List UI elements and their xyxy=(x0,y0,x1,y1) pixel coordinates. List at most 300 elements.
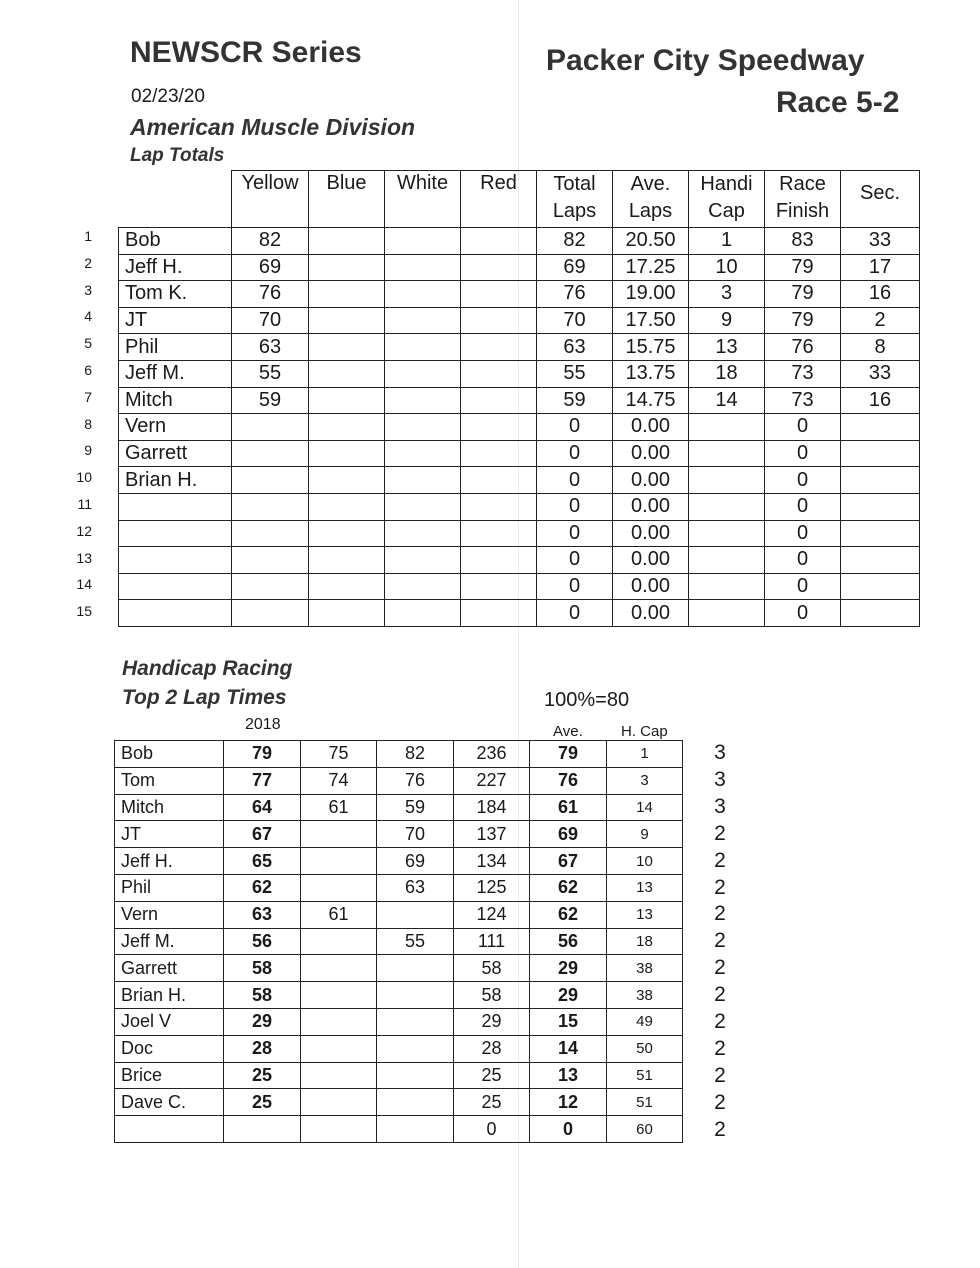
lap-totals-table xyxy=(118,170,920,627)
cell-hcap: 1 xyxy=(607,741,683,768)
cell-y2018: 63 xyxy=(224,901,301,928)
lap-totals-row xyxy=(119,467,920,494)
cell-total: 0 xyxy=(537,547,613,574)
cell-hcap: 13 xyxy=(607,901,683,928)
side-note: 3 xyxy=(714,741,726,764)
cell-yellow: 59 xyxy=(232,387,309,414)
row-number: 7 xyxy=(84,388,92,405)
cell-ave: 0.00 xyxy=(613,547,689,574)
lap-totals-row xyxy=(119,307,920,334)
cell-c3 xyxy=(377,1116,454,1143)
cell-c2 xyxy=(301,1116,377,1143)
cell-total: 0 xyxy=(454,1116,530,1143)
handicap-row xyxy=(115,928,683,955)
cell-blue xyxy=(309,440,385,467)
cell-hcap: 60 xyxy=(607,1116,683,1143)
cell-red xyxy=(461,573,537,600)
cell-yellow xyxy=(232,440,309,467)
cell-finish: 0 xyxy=(765,520,841,547)
cell-ave: 0.00 xyxy=(613,573,689,600)
cell-ave: 62 xyxy=(530,874,607,901)
col-handicap: Handi Cap xyxy=(689,171,765,228)
cell-c2 xyxy=(301,1062,377,1089)
handicap-row xyxy=(115,874,683,901)
row-number: 9 xyxy=(84,442,92,459)
cell-ave: 13 xyxy=(530,1062,607,1089)
cell-name: Garrett xyxy=(115,955,224,982)
cell-hcap xyxy=(689,467,765,494)
lap-totals-row xyxy=(119,600,920,627)
cell-c2 xyxy=(301,874,377,901)
cell-y2018: 77 xyxy=(224,767,301,794)
cell-c2 xyxy=(301,1008,377,1035)
cell-c3: 63 xyxy=(377,874,454,901)
cell-hcap: 10 xyxy=(689,254,765,281)
cell-ave: 61 xyxy=(530,794,607,821)
cell-c2 xyxy=(301,928,377,955)
cell-name: Garrett xyxy=(119,440,232,467)
cell-c3 xyxy=(377,1035,454,1062)
cell-ave: 67 xyxy=(530,848,607,875)
cell-name: Phil xyxy=(115,874,224,901)
handicap-row xyxy=(115,982,683,1009)
cell-finish: 79 xyxy=(765,254,841,281)
cell-white xyxy=(385,281,461,308)
cell-ave: 14.75 xyxy=(613,387,689,414)
cell-white xyxy=(385,440,461,467)
cell-ave: 0.00 xyxy=(613,520,689,547)
cell-sec xyxy=(841,493,920,520)
cell-c3: 70 xyxy=(377,821,454,848)
cell-hcap: 51 xyxy=(607,1062,683,1089)
cell-red xyxy=(461,360,537,387)
cell-hcap: 18 xyxy=(607,928,683,955)
cell-red xyxy=(461,281,537,308)
lap-totals-row xyxy=(119,493,920,520)
cell-y2018: 65 xyxy=(224,848,301,875)
division-title: American Muscle Division xyxy=(130,114,416,140)
cell-white xyxy=(385,493,461,520)
cell-name: Jeff H. xyxy=(119,254,232,281)
cell-c3: 69 xyxy=(377,848,454,875)
cell-finish: 79 xyxy=(765,307,841,334)
cell-name: Doc xyxy=(115,1035,224,1062)
cell-blue xyxy=(309,228,385,255)
cell-name xyxy=(119,493,232,520)
cell-white xyxy=(385,360,461,387)
cell-c3: 76 xyxy=(377,767,454,794)
cell-ave: 12 xyxy=(530,1089,607,1116)
cell-y2018: 25 xyxy=(224,1089,301,1116)
lap-totals-row xyxy=(119,281,920,308)
cell-yellow xyxy=(232,600,309,627)
handicap-row xyxy=(115,741,683,768)
cell-name: Dave C. xyxy=(115,1089,224,1116)
cell-ave: 17.50 xyxy=(613,307,689,334)
cell-hcap: 14 xyxy=(689,387,765,414)
cell-white xyxy=(385,547,461,574)
cell-finish: 0 xyxy=(765,600,841,627)
ave-label: Ave. xyxy=(553,723,583,740)
cell-name: Joel V xyxy=(115,1008,224,1035)
handicap-row xyxy=(115,1116,683,1143)
cell-total: 124 xyxy=(454,901,530,928)
lap-totals-row xyxy=(119,440,920,467)
cell-name: Phil xyxy=(119,334,232,361)
cell-total: 0 xyxy=(537,414,613,441)
cell-sec: 33 xyxy=(841,360,920,387)
cell-total: 111 xyxy=(454,928,530,955)
cell-total: 58 xyxy=(454,955,530,982)
cell-name: Brian H. xyxy=(119,467,232,494)
cell-ave: 79 xyxy=(530,741,607,768)
cell-y2018: 25 xyxy=(224,1062,301,1089)
cell-red xyxy=(461,307,537,334)
cell-blue xyxy=(309,360,385,387)
cell-name: Mitch xyxy=(119,387,232,414)
side-note: 3 xyxy=(714,794,726,818)
cell-ave: 29 xyxy=(530,955,607,982)
cell-total: 134 xyxy=(454,848,530,875)
handicap-title: Handicap Racing xyxy=(122,657,293,680)
cell-ave: 19.00 xyxy=(613,281,689,308)
cell-hcap: 10 xyxy=(607,848,683,875)
cell-y2018: 62 xyxy=(224,874,301,901)
cell-blue xyxy=(309,493,385,520)
side-note: 2 xyxy=(714,875,726,899)
cell-sec xyxy=(841,547,920,574)
cell-c3 xyxy=(377,1062,454,1089)
top2-subtitle: Top 2 Lap Times xyxy=(122,686,287,709)
cell-white xyxy=(385,573,461,600)
cell-y2018: 64 xyxy=(224,794,301,821)
cell-hcap xyxy=(689,547,765,574)
cell-white xyxy=(385,228,461,255)
cell-blue xyxy=(309,254,385,281)
handicap-row xyxy=(115,1035,683,1062)
row-number: 4 xyxy=(84,308,92,325)
cell-sec: 16 xyxy=(841,387,920,414)
cell-total: 236 xyxy=(454,741,530,768)
cell-sec: 33 xyxy=(841,228,920,255)
cell-y2018: 28 xyxy=(224,1035,301,1062)
cell-total: 76 xyxy=(537,281,613,308)
cell-total: 0 xyxy=(537,600,613,627)
cell-red xyxy=(461,520,537,547)
lap-totals-row xyxy=(119,573,920,600)
cell-name: Jeff M. xyxy=(115,928,224,955)
cell-total: 25 xyxy=(454,1089,530,1116)
cell-blue xyxy=(309,600,385,627)
row-number: 10 xyxy=(76,469,92,486)
cell-c3: 82 xyxy=(377,741,454,768)
cell-ave: 69 xyxy=(530,821,607,848)
cell-name: Brian H. xyxy=(115,982,224,1009)
cell-total: 69 xyxy=(537,254,613,281)
cell-hcap: 18 xyxy=(689,360,765,387)
cell-finish: 79 xyxy=(765,281,841,308)
cell-hcap: 49 xyxy=(607,1008,683,1035)
cell-ave: 17.25 xyxy=(613,254,689,281)
corner-cell xyxy=(119,171,232,228)
row-number: 11 xyxy=(77,496,92,512)
cell-hcap: 1 xyxy=(689,228,765,255)
cell-ave: 0 xyxy=(530,1116,607,1143)
hcap-label: H. Cap xyxy=(621,723,668,740)
lap-totals-row xyxy=(119,414,920,441)
cell-total: 58 xyxy=(454,982,530,1009)
cell-blue xyxy=(309,414,385,441)
cell-ave: 0.00 xyxy=(613,600,689,627)
cell-name: Bob xyxy=(119,228,232,255)
cell-total: 55 xyxy=(537,360,613,387)
cell-name: Jeff H. xyxy=(115,848,224,875)
lap-totals-row xyxy=(119,254,920,281)
cell-total: 25 xyxy=(454,1062,530,1089)
cell-c2 xyxy=(301,1089,377,1116)
cell-red xyxy=(461,440,537,467)
cell-hcap: 13 xyxy=(689,334,765,361)
series-title: NEWSCR Series xyxy=(130,36,362,69)
cell-c3 xyxy=(377,1089,454,1116)
cell-red xyxy=(461,254,537,281)
cell-y2018: 56 xyxy=(224,928,301,955)
cell-total: 0 xyxy=(537,573,613,600)
row-number: 3 xyxy=(84,281,92,298)
col-yellow: Yellow xyxy=(232,171,309,228)
cell-name xyxy=(119,520,232,547)
cell-total: 184 xyxy=(454,794,530,821)
cell-finish: 73 xyxy=(765,387,841,414)
col-race-finish: Race Finish xyxy=(765,171,841,228)
cell-name: Jeff M. xyxy=(119,360,232,387)
row-number: 13 xyxy=(76,549,92,566)
cell-yellow: 82 xyxy=(232,228,309,255)
cell-blue xyxy=(309,467,385,494)
cell-total: 59 xyxy=(537,387,613,414)
handicap-row xyxy=(115,1008,683,1035)
cell-yellow xyxy=(232,414,309,441)
cell-c2 xyxy=(301,848,377,875)
handicap-table xyxy=(114,740,683,1143)
cell-total: 29 xyxy=(454,1008,530,1035)
handicap-row xyxy=(115,794,683,821)
cell-ave: 15.75 xyxy=(613,334,689,361)
row-number: 8 xyxy=(84,415,92,432)
cell-white xyxy=(385,307,461,334)
ratio-label: 100%=80 xyxy=(544,689,630,711)
cell-finish: 0 xyxy=(765,467,841,494)
cell-y2018: 79 xyxy=(224,741,301,768)
cell-c2: 61 xyxy=(301,794,377,821)
col-red: Red xyxy=(461,171,537,228)
cell-ave: 20.50 xyxy=(613,228,689,255)
cell-white xyxy=(385,467,461,494)
cell-yellow xyxy=(232,520,309,547)
side-note: 2 xyxy=(714,1063,726,1087)
cell-total: 227 xyxy=(454,767,530,794)
row-number: 15 xyxy=(76,603,92,620)
cell-c2: 74 xyxy=(301,767,377,794)
cell-ave: 0.00 xyxy=(613,493,689,520)
race-number: Race 5-2 xyxy=(776,86,900,119)
track-title: Packer City Speedway xyxy=(546,44,865,77)
cell-hcap: 38 xyxy=(607,982,683,1009)
cell-y2018 xyxy=(224,1116,301,1143)
cell-sec xyxy=(841,440,920,467)
cell-y2018: 58 xyxy=(224,955,301,982)
cell-hcap xyxy=(689,573,765,600)
lap-totals-row xyxy=(119,387,920,414)
cell-red xyxy=(461,334,537,361)
cell-sec: 16 xyxy=(841,281,920,308)
cell-finish: 83 xyxy=(765,228,841,255)
cell-ave: 14 xyxy=(530,1035,607,1062)
side-note: 3 xyxy=(714,767,726,791)
cell-blue xyxy=(309,520,385,547)
cell-total: 137 xyxy=(454,821,530,848)
cell-c2: 61 xyxy=(301,901,377,928)
cell-name: Bob xyxy=(115,741,224,768)
cell-hcap: 51 xyxy=(607,1089,683,1116)
cell-hcap: 50 xyxy=(607,1035,683,1062)
cell-ave: 0.00 xyxy=(613,414,689,441)
row-number: 12 xyxy=(76,522,92,539)
cell-hcap: 38 xyxy=(607,955,683,982)
lap-totals-row xyxy=(119,520,920,547)
side-note: 2 xyxy=(714,821,726,845)
cell-sec xyxy=(841,573,920,600)
cell-name: Tom K. xyxy=(119,281,232,308)
cell-finish: 73 xyxy=(765,360,841,387)
cell-ave: 0.00 xyxy=(613,467,689,494)
cell-sec: 8 xyxy=(841,334,920,361)
cell-c3 xyxy=(377,1008,454,1035)
cell-red xyxy=(461,600,537,627)
side-note: 2 xyxy=(714,1010,726,1033)
cell-name: Tom xyxy=(115,767,224,794)
cell-c2 xyxy=(301,1035,377,1062)
cell-total: 82 xyxy=(537,228,613,255)
cell-y2018: 29 xyxy=(224,1008,301,1035)
cell-name xyxy=(119,573,232,600)
cell-c2 xyxy=(301,955,377,982)
cell-ave: 76 xyxy=(530,767,607,794)
row-number: 14 xyxy=(76,576,92,593)
lap-totals-row xyxy=(119,334,920,361)
cell-sec xyxy=(841,520,920,547)
cell-ave: 0.00 xyxy=(613,440,689,467)
handicap-row xyxy=(115,1062,683,1089)
side-note: 2 xyxy=(714,1090,726,1114)
cell-yellow: 63 xyxy=(232,334,309,361)
cell-name: Vern xyxy=(115,901,224,928)
cell-c3 xyxy=(377,901,454,928)
cell-total: 70 xyxy=(537,307,613,334)
row-number: 6 xyxy=(84,362,92,378)
cell-c2 xyxy=(301,821,377,848)
cell-finish: 0 xyxy=(765,547,841,574)
cell-sec: 17 xyxy=(841,254,920,281)
cell-total: 0 xyxy=(537,467,613,494)
cell-ave: 13.75 xyxy=(613,360,689,387)
side-note: 2 xyxy=(714,848,726,872)
cell-c3: 59 xyxy=(377,794,454,821)
cell-name xyxy=(119,547,232,574)
cell-name xyxy=(115,1116,224,1143)
cell-name: Vern xyxy=(119,414,232,441)
col-blue: Blue xyxy=(309,171,385,228)
cell-ave: 56 xyxy=(530,928,607,955)
cell-sec xyxy=(841,600,920,627)
handicap-row xyxy=(115,821,683,848)
side-note: 2 xyxy=(714,1036,726,1060)
cell-total: 0 xyxy=(537,440,613,467)
cell-hcap: 9 xyxy=(689,307,765,334)
cell-blue xyxy=(309,387,385,414)
col-white: White xyxy=(385,171,461,228)
handicap-row xyxy=(115,1089,683,1116)
cell-finish: 0 xyxy=(765,493,841,520)
cell-white xyxy=(385,414,461,441)
cell-red xyxy=(461,547,537,574)
side-note: 2 xyxy=(714,902,726,926)
cell-c3: 55 xyxy=(377,928,454,955)
handicap-row xyxy=(115,848,683,875)
cell-c3 xyxy=(377,955,454,982)
cell-blue xyxy=(309,547,385,574)
cell-hcap: 14 xyxy=(607,794,683,821)
year-label: 2018 xyxy=(245,716,281,733)
cell-yellow xyxy=(232,493,309,520)
lap-totals-row xyxy=(119,547,920,574)
row-number: 5 xyxy=(84,335,92,352)
lap-totals-title: Lap Totals xyxy=(130,145,225,166)
cell-finish: 0 xyxy=(765,414,841,441)
lap-totals-row xyxy=(119,228,920,255)
side-note: 2 xyxy=(714,1117,726,1141)
col-sec: Sec. xyxy=(841,171,920,228)
cell-yellow xyxy=(232,547,309,574)
cell-white xyxy=(385,600,461,627)
cell-red xyxy=(461,467,537,494)
cell-red xyxy=(461,228,537,255)
cell-hcap xyxy=(689,493,765,520)
cell-total: 0 xyxy=(537,520,613,547)
handicap-row xyxy=(115,767,683,794)
cell-red xyxy=(461,387,537,414)
cell-hcap xyxy=(689,520,765,547)
cell-total: 0 xyxy=(537,493,613,520)
cell-ave: 62 xyxy=(530,901,607,928)
cell-red xyxy=(461,493,537,520)
handicap-row xyxy=(115,955,683,982)
cell-sec: 2 xyxy=(841,307,920,334)
cell-yellow: 69 xyxy=(232,254,309,281)
cell-total: 28 xyxy=(454,1035,530,1062)
cell-name: JT xyxy=(119,307,232,334)
race-date: 02/23/20 xyxy=(131,86,205,107)
cell-ave: 15 xyxy=(530,1008,607,1035)
cell-blue xyxy=(309,307,385,334)
cell-yellow xyxy=(232,467,309,494)
cell-sec xyxy=(841,467,920,494)
cell-hcap: 3 xyxy=(607,767,683,794)
col-ave-laps: Ave. Laps xyxy=(613,171,689,228)
cell-hcap: 3 xyxy=(689,281,765,308)
cell-c3 xyxy=(377,982,454,1009)
lap-totals-header-row xyxy=(119,171,920,228)
